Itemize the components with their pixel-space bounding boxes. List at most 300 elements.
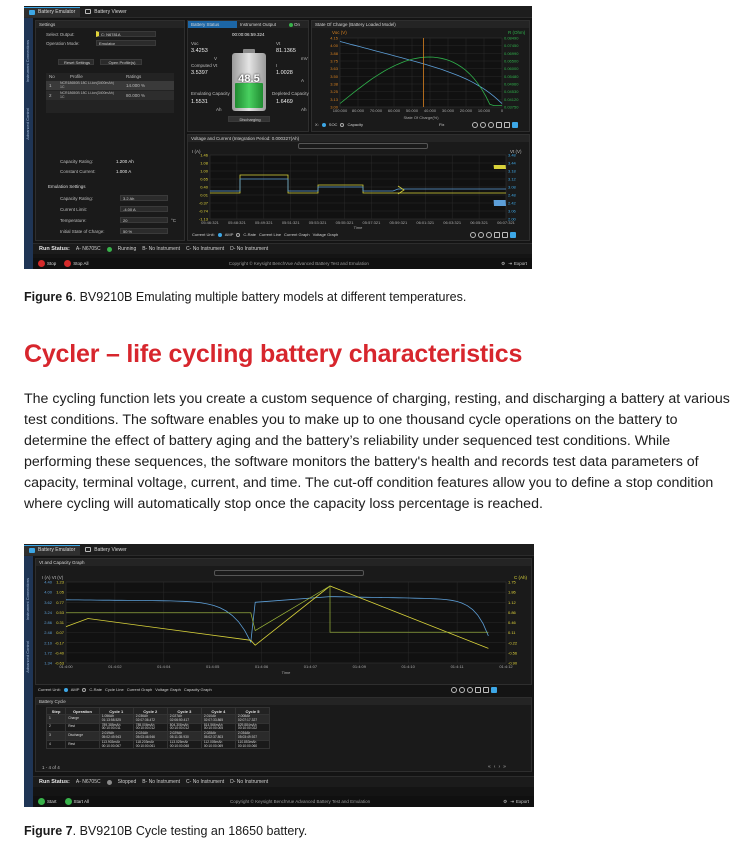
y2-tick-label: 3.12 [508,176,516,182]
soc-legend-fix[interactable]: Fix [439,122,445,127]
voltage-current-panel [187,134,530,241]
cap-rating-label: Capacity Rating: [60,196,94,201]
vc-legend-voltage-graph[interactable]: Voltage Graph [312,232,339,237]
app-titlebar [24,544,534,556]
output-on-label: On [294,22,301,27]
cursor-icon[interactable] [502,232,508,238]
x-tick-label: 10.000 [477,108,491,113]
caption6-text: . BV9210B Emulating multiple battery models at different temperatures. [72,290,467,304]
stop-button[interactable]: Stop [38,260,56,267]
col-cycle1: Cycle 1 [99,708,133,715]
y2-tick-label: 0.06990 [504,50,519,56]
legend-current-graph[interactable]: Current Graph [126,687,153,692]
app-footer [33,258,532,269]
zoom-fit-icon[interactable] [467,687,473,693]
profile-row[interactable] [46,81,174,90]
x-tick-label: 01:4:06 [254,664,269,669]
gear-icon[interactable]: ⚙ [503,798,508,804]
zoom-out-icon[interactable] [459,687,465,693]
table-row[interactable] [47,740,270,749]
run-status-bar [33,243,532,254]
soc-right-axis-label: R (Ohm) [508,30,526,35]
table-cell: 2.010Ah 02:07:33.865 [201,715,235,724]
cap-rating-input[interactable]: 3.2 Ah [120,195,168,201]
x-tick-label: 20.000 [459,108,473,113]
pan-icon[interactable] [496,122,502,128]
table-cell: 110.853mAh 00:10:00.060 [235,740,269,749]
running-indicator [107,247,112,252]
settings-icon[interactable] [491,687,497,693]
table-cell: 789.385mAh 00:10:00.011 [99,723,133,732]
profile-row[interactable] [46,91,174,100]
x-tick-label: 05:49:321 [254,220,273,225]
zoom-in-icon[interactable] [472,122,478,128]
x-tick-label: 05:57:321 [362,220,381,225]
table-cell: 1 [47,715,66,724]
tab-battery-viewer[interactable]: Battery Viewer [80,545,131,555]
stop-all-icon [64,260,71,267]
settings-header[interactable]: Settings [36,21,184,28]
x-axis-title: Time [353,225,363,230]
left-axis-label: I (A) Vt (V) [42,575,64,580]
cycle-chart-tools [451,687,497,693]
initial-soc-input[interactable]: 50 % [120,228,168,234]
table-cell: 814.566mAh 00:10:00.005 [201,723,235,732]
table-cell: Discharge [66,732,100,741]
y2-tick-label: 0.06500 [504,58,519,64]
y2-tick-label: 0.11 [508,630,516,636]
figure6-caption [24,290,466,304]
cursor-icon[interactable] [504,122,510,128]
radio-capacity[interactable] [340,123,344,127]
x-tick-label: 01:4:07 [303,664,318,669]
computed-vt-value: 3.5397 [191,70,208,76]
table-cell: 2.029Ah 05:11:35.930 [167,732,201,741]
prev-page-icon[interactable]: ‹ [493,764,496,770]
pager-text: 1 - 4 of 4 [42,765,60,770]
x-tick-label: 0 [500,108,504,113]
start-all-button[interactable]: Start All [65,798,90,805]
copyright-text: Copyright © Keysight BenchVue Advanced Battery Test and Emulation [230,799,371,804]
y2-tick-label: 0.05480 [504,73,519,79]
run-status-label: Run Status: [39,779,70,785]
cycle-chart [36,579,533,679]
table-row[interactable] [47,732,270,741]
next-page-icon[interactable]: › [498,764,501,770]
x-tick-label: 100.000 [332,108,348,113]
time-scroll-bar[interactable] [214,570,364,576]
zoom-out-icon[interactable] [478,232,484,238]
y2-tick-label: 1.12 [508,599,516,605]
y2-tick-label: 1.86 [508,589,516,595]
legend-capacity-graph[interactable]: Capacity Graph [183,687,212,692]
table-cell: 785.006mAh 00:10:00.012 [133,723,167,732]
open-profiles-button[interactable]: Open Profile(s) [100,59,142,65]
y2-tick-label: 1.75 [508,579,516,585]
v-tick-label: 2.10 [44,640,52,646]
col-cycle4: Cycle 4 [201,708,235,715]
y2-tick-label: -0.22 [508,640,518,646]
y-tick-label: 1.05 [56,589,64,595]
table-cell: 2.024Ah 05:03:46.946 [133,732,167,741]
discharging-button[interactable]: Discharging [228,116,270,122]
gear-icon[interactable]: ⚙ [501,260,506,266]
channel-c: C- No Instrument [186,779,225,785]
y-tick-label: 0.40 [200,184,208,190]
x-tick-label: 05:48:321 [228,220,246,225]
table-cell: 2.034Ah 05:03:49.927 [235,732,269,741]
col-ratings: Ratings [126,74,142,79]
emulation-settings-title[interactable]: Emulation Settings [48,184,86,189]
table-cell: 2.036Ah 02:07:36.472 [133,715,167,724]
channel-a: A- N6705C [75,246,101,252]
table-cell: 113.903mAh 00:10:00.067 [99,740,133,749]
y-tick-label: -0.74 [198,208,208,214]
col-operation: Operation [66,708,100,715]
x-tick-label: 05:46:321 [201,220,219,225]
constant-current-label: Constant Current: [60,169,96,174]
v-tick-label: 3.62 [44,599,52,605]
instrument-connections-tab[interactable]: Instrument Connections [25,578,30,621]
advanced-control-tab[interactable]: Advanced Control [25,108,30,140]
export-icon[interactable]: ⇥ [508,260,512,266]
constant-current-value: 1.000 A [116,169,132,174]
y-tick-label: -0.17 [54,640,64,646]
y2-tick-label: 0.04960 [504,81,519,87]
y2-tick-label: 0.03750 [504,104,519,110]
pan-icon[interactable] [494,232,500,238]
grid-icon [85,547,91,552]
pan-icon[interactable] [475,687,481,693]
emulating-capacity-label: Emulating Capacity [191,91,230,96]
current-limit-input[interactable]: -4.00 A [120,206,168,212]
channel-a-status: Stopped [117,779,137,785]
operation-mode-label: Operation Mode: [46,41,80,46]
radio-amp[interactable] [64,688,68,692]
tab-battery-emulator[interactable]: Battery Emulator [24,545,80,555]
y-tick-label: 4.00 [330,43,338,49]
section-heading: Cycler – life cycling battery characteristics [24,340,523,368]
channel-b: B- No Instrument [142,246,181,252]
profiles-table [46,73,174,113]
run-status-label: Run Status: [39,246,70,252]
battery-percent: 48.5 [238,73,260,85]
col-profile: Profile [70,74,83,79]
temperature-unit: °C [171,218,177,223]
computed-vt-label: Computed Vt [191,63,218,68]
y-tick-label: 3.63 [330,66,338,72]
y2-tick-label: 0.07450 [504,43,519,49]
profile-no: 2 [49,93,52,98]
legend-voltage-graph[interactable]: Voltage Graph [155,687,181,692]
soc-legend-soc: SOC [328,122,338,127]
x-axis-title: State Of Charge(%) [403,115,439,120]
y-tick-label: 0.01 [200,192,208,198]
app-titlebar [24,6,532,18]
left-side-strip [24,18,33,269]
x-tick-label: 01:4:00 [59,664,73,669]
radio-soc[interactable] [322,123,326,127]
x-tick-label: 40.000 [423,108,437,113]
x-tick-label: 01:4:02 [108,664,122,669]
tab-instrument-output[interactable]: Instrument Output [237,21,286,28]
output-on-indicator [289,23,293,27]
vc-chart-title: Voltage and Current (Integration Period: 0.000327(Ah) [188,135,529,142]
profile-no: 1 [49,83,52,88]
capacity-rating-label: Capacity Rating: [60,159,94,164]
y-tick-label: 3.25 [330,89,338,95]
v-tick-label: 1.34 [44,660,52,666]
y2-tick-label: 0.08490 [504,35,519,41]
zoom-in-icon[interactable] [470,232,476,238]
y-tick-label: 3.75 [330,58,338,64]
depleted-capacity-unit: Ah [301,107,307,112]
y2-tick-label: 0.46 [508,620,516,625]
y2-tick-label: 3.18 [508,168,516,174]
y-tick-label: 1.00 [200,168,208,174]
vc-legend-current-line[interactable]: Current Line [259,232,282,237]
col-step: Step [47,708,66,715]
x-tick-label: 01:4:09 [352,664,367,669]
x-tick-label: 70.000 [369,108,383,113]
battery-cycle-table [46,707,270,749]
battery-cycle-title[interactable]: Battery Cycle [36,698,531,705]
voc-value: 3.4253 [191,48,208,54]
y-tick-label: 3.00 [330,104,338,110]
table-cell: 112.005mAh 00:10:00.069 [201,740,235,749]
v-tick-label: 4.40 [44,579,52,585]
soc-chart [312,35,531,121]
table-cell: 2.008Ah 02:07:17.327 [235,715,269,724]
profile-name: NCR18650B 18C Li-ion(3400mAh) 1C [60,91,114,99]
vc-left-axis-label: I (A) [192,149,201,154]
table-row[interactable] [47,723,270,732]
operation-mode-dropdown[interactable]: Emulator [96,40,156,46]
x-tick-label: 60.000 [387,108,401,113]
table-cell: 829.884mAh 00:10:00.022 [235,723,269,732]
table-cell: Rest [66,740,100,749]
x-tick-label: 50.000 [405,108,419,113]
grid-icon [85,9,91,14]
settings-icon[interactable] [510,232,516,238]
export-icon[interactable]: ⇥ [510,798,514,804]
battery-fill [235,83,263,108]
reset-settings-button[interactable]: Reset Settings [58,59,94,65]
last-page-icon[interactable]: » [503,764,506,770]
vc-legend-current-graph[interactable]: Current Graph [284,232,310,237]
channel-d: D- No Instrument [230,246,269,252]
figure7-caption [24,824,307,838]
y-tick-label: 1.08 [200,160,208,166]
x-tick-label: 06:05:321 [470,220,488,225]
tab-battery-viewer[interactable]: Battery Viewer [80,7,131,17]
vt-unit: mV [301,56,308,61]
body-paragraph: The cycling function lets you create a custom sequence of charging, resting, and discharging a battery at various test conditions. The software enables you to make up to one thousand cycle operations on the battery to determine the effect of battery aging and the battery’s reliability under sequenced test conditions. While performing these sequences, the software monitors the battery's health and records test data parameters of capacity, terminal voltage, current, and time. The cut-off condition features allow you to define a stop condition where cycling will automatically stop once the capacity loss percentage is reached. [24,391,730,513]
start-button[interactable]: Start [38,798,57,805]
stop-icon [38,260,45,267]
y-tick-label: 0.53 [56,609,64,615]
battery-status-panel [187,20,309,132]
vc-legend-current-unit: Current Unit: [192,232,215,237]
x-tick-label: 05:51:321 [281,220,300,225]
right-axis-label: C (Ah) [514,575,528,580]
first-page-icon[interactable]: « [488,764,491,770]
y2-tick-label: 0.06000 [504,66,519,72]
zoom-in-icon[interactable] [451,687,457,693]
battery-icon [29,548,35,553]
x-axis-title: Time [281,670,291,675]
select-output-label: Select Output: [46,32,75,37]
play-all-icon [65,798,72,805]
y2-tick-label: 0.86 [508,609,516,615]
stop-all-button[interactable]: Stop All [64,260,88,267]
elapsed-time: 00:00:06:59.324 [232,32,265,37]
x-tick-label: 06:07:321 [497,220,515,225]
settings-icon[interactable] [512,122,518,128]
y-tick-label: -0.63 [54,660,64,666]
y-tick-label: 0.77 [56,599,64,605]
vc-legend-c-rate: C-Rate [243,232,257,237]
y-tick-label: 3.50 [330,73,338,79]
depleted-capacity-value: 1.6469 [276,99,293,105]
y2-tick-label: -0.56 [508,650,518,656]
table-cell: 113.025mAh 00:10:00.068 [167,740,201,749]
cycle-legend [38,687,212,692]
temperature-input[interactable]: 20 [120,217,168,223]
y2-tick-label: -0.90 [508,660,518,666]
y-tick-label: 3.13 [330,96,338,102]
current-label: I [276,63,278,68]
col-cycle5: Cycle 5 [235,708,269,715]
y2-tick-label: 2.42 [508,200,516,206]
radio-amp[interactable] [218,233,222,237]
soc-legend [315,122,444,127]
temperature-label: Temperature: [60,218,87,223]
x-tick-label: 01:4:11 [450,664,464,669]
battery-icon [29,10,35,15]
table-cell: 1.056Ah 01:13:58.525 [99,715,133,724]
profile-rating: 80.000 % [126,93,146,98]
table-cell: 804.308mAh 00:10:00.012 [167,723,201,732]
vt-value: 81.1365 [276,48,296,54]
zoom-fit-icon[interactable] [488,122,494,128]
export-label[interactable]: Export [515,799,529,804]
channel-a: A- N6705C [75,779,101,785]
legend-amp: AMP [70,687,80,692]
y-tick-label: -0.37 [198,200,208,206]
zoom-fit-icon[interactable] [486,232,492,238]
tab-battery-emulator[interactable]: Battery Emulator [24,7,80,17]
copyright-text: Copyright © Keysight BenchVue Advanced Battery Test and Emulation [228,261,369,266]
soc-chart-panel [311,20,530,132]
y2-tick-label: 3.08 [508,184,516,190]
x-tick-label: 06:03:321 [443,220,462,225]
v-tick-label: 4.00 [44,589,52,595]
y2-tick-label: 2.00 [508,216,516,222]
figure6-screenshot [24,6,532,269]
initial-soc-label: Initial State of Charge: [60,229,105,234]
app-footer [33,796,534,807]
time-scroll-bar[interactable] [298,143,428,149]
instrument-connections-tab[interactable]: Instrument Connections [25,40,30,83]
y2-tick-label: 0.04120 [504,96,519,102]
col-no: No [49,74,55,79]
zoom-out-icon[interactable] [480,122,486,128]
y2-tick-label: 3.44 [508,160,516,166]
stopped-indicator [107,780,112,785]
table-cell: Rest [66,723,100,732]
export-label[interactable]: Export [513,261,527,266]
vc-legend-amp: AMP [224,232,234,237]
legend-cycle-line[interactable]: Cycle Line [105,687,124,692]
profile-rating: 14.000 % [126,83,146,88]
y-tick-label: 1.23 [56,579,64,585]
y-tick-label: 3.88 [330,50,338,56]
table-cell: 2.028Ah 05:02:37.803 [201,732,235,741]
table-cell: 3 [47,732,66,741]
radio-c-rate[interactable] [236,233,240,237]
v-tick-label: 3.24 [44,609,52,615]
current-noise-band [494,165,506,169]
vt-label: Vt [276,41,281,46]
vt-capacity-title[interactable]: Vt and Capacity Graph [36,559,531,566]
table-cell: Charge [66,715,100,724]
channel-b: B- No Instrument [142,779,181,785]
pager-controls [488,764,506,770]
y-tick-label: 0.31 [56,620,64,625]
x-tick-label: 06:01:321 [416,220,435,225]
soc-left-axis-label: Voc (V) [332,30,347,35]
y-tick-label: -0.40 [54,650,64,656]
channel-a-status: Running [117,246,137,252]
y-tick-label: 0.07 [56,630,64,636]
radio-c-rate[interactable] [82,688,86,692]
advanced-control-tab[interactable]: Advanced Control [25,641,30,673]
vc-legend [192,232,338,237]
y-tick-label: 1.46 [200,153,208,158]
table-row[interactable] [47,715,270,724]
voc-label: Voc [191,41,199,46]
channel-d: D- No Instrument [230,779,269,785]
soc-legend-capacity: Capacity [347,122,364,127]
voc-unit: V [214,56,218,61]
figure7-screenshot [24,544,534,807]
y-tick-label: 3.38 [330,81,338,87]
settings-panel [35,20,185,241]
run-status-bar [33,776,534,787]
voltage-noise-band [494,200,506,206]
soc-legend-x: X: [315,122,319,127]
v-tick-label: 1.72 [44,650,52,656]
table-cell: 118.203mAh 00:10:00.061 [133,740,167,749]
col-cycle3: Cycle 3 [167,708,201,715]
tab-battery-status[interactable]: Battery Status [188,21,237,28]
depleted-capacity-label: Depleted Capacity [272,91,309,96]
y2-tick-label: 3.06 [508,208,516,214]
channel-c: C- No Instrument [186,246,225,252]
x-tick-label: 01:4:05 [205,664,220,669]
soc-chart-tools [472,122,518,128]
table-cell: 2.019Ah 05:02:49.943 [99,732,133,741]
select-output-dropdown[interactable]: C: N6781A [96,31,156,37]
x-tick-label: 05:59:321 [389,220,408,225]
x-tick-label: 80.000 [351,108,365,113]
cursor-icon[interactable] [483,687,489,693]
emulating-capacity-value: 1.5531 [191,99,208,105]
legend-c-rate: C-Rate [89,687,103,692]
y-tick-label: -1.13 [198,216,208,222]
left-side-strip [24,556,33,807]
